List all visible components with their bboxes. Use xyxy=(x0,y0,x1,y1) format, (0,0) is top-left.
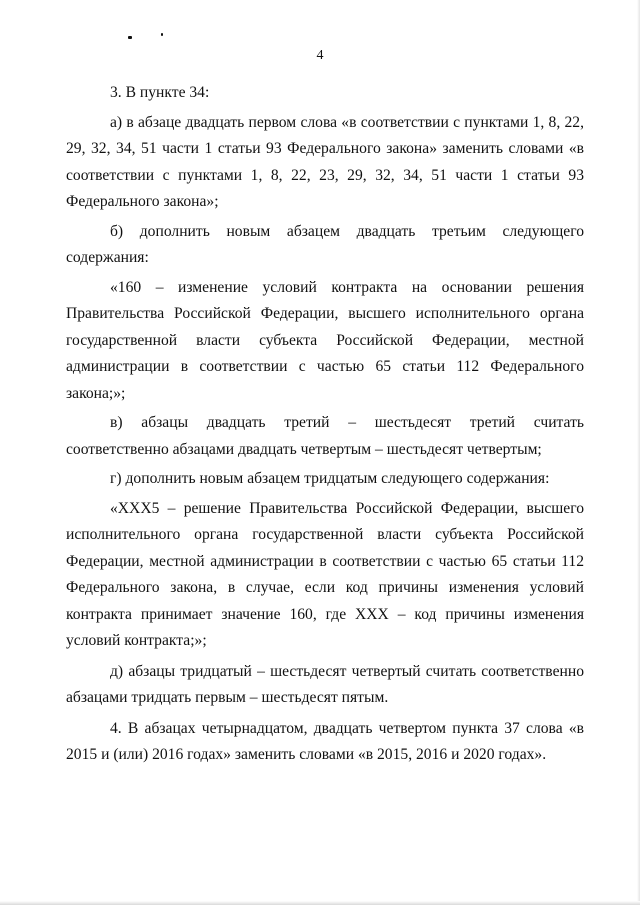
quoted-code-xxx5: «XXX5 – решение Правительства Российской Федерации, высшего исполнительного органа государственной власти субъекта Российской Федерации, местной администрации в соответствии с частью 65 статьи 112 Федерального закона, в случае, если код причины изменения условий контракта принимает значение 160, где XXX – код причины изменения условий контракта;»; xyxy=(66,499,584,649)
scan-speck xyxy=(128,36,132,39)
item-d: д) абзацы тридцатый – шестьдесят четвертый считать соответственно абзацами тридцать первым – шестьдесят пятым. xyxy=(66,662,584,706)
item-v: в) абзацы двадцать третий – шестьдесят третий считать соответственно абзацами двадцать четвертым – шестьдесят четвертым; xyxy=(66,414,584,458)
item-g: г) дополнить новым абзацем тридцатым следующего содержания: xyxy=(110,470,550,487)
scan-speck xyxy=(161,33,163,36)
item-a: а) в абзаце двадцать первом слова «в соответствии с пунктами 1, 8, 22, 29, 32, 34, 51 части 1 статьи 93 Федерального закона» заменить словами «в соответствии с пунктами 1, 8, 22, 23, 29, 32, 34, 51 части 1 статьи 93 Федерального закона»; xyxy=(66,113,584,210)
page-number: 4 xyxy=(316,48,324,63)
item-b: б) дополнить новым абзацем двадцать третьим следующего содержания: xyxy=(66,222,584,266)
clause-4: 4. В абзацах четырнадцатом, двадцать четвертом пункта 37 слова «в 2015 и (или) 2016 годах» заменить словами «в 2015, 2016 и 2020 годах». xyxy=(66,719,584,763)
document-body xyxy=(66,80,584,769)
quoted-code-160: «160 – изменение условий контракта на основании решения Правительства Российской Федерации, высшего исполнительного органа государственной власти субъекта Российской Федерации, местной администрации в соответствии с частью 65 статьи 112 Федерального закона;»; xyxy=(66,278,584,402)
scan-bottom-shadow xyxy=(0,901,640,905)
clause-3-heading: 3. В пункте 34: xyxy=(110,84,210,101)
